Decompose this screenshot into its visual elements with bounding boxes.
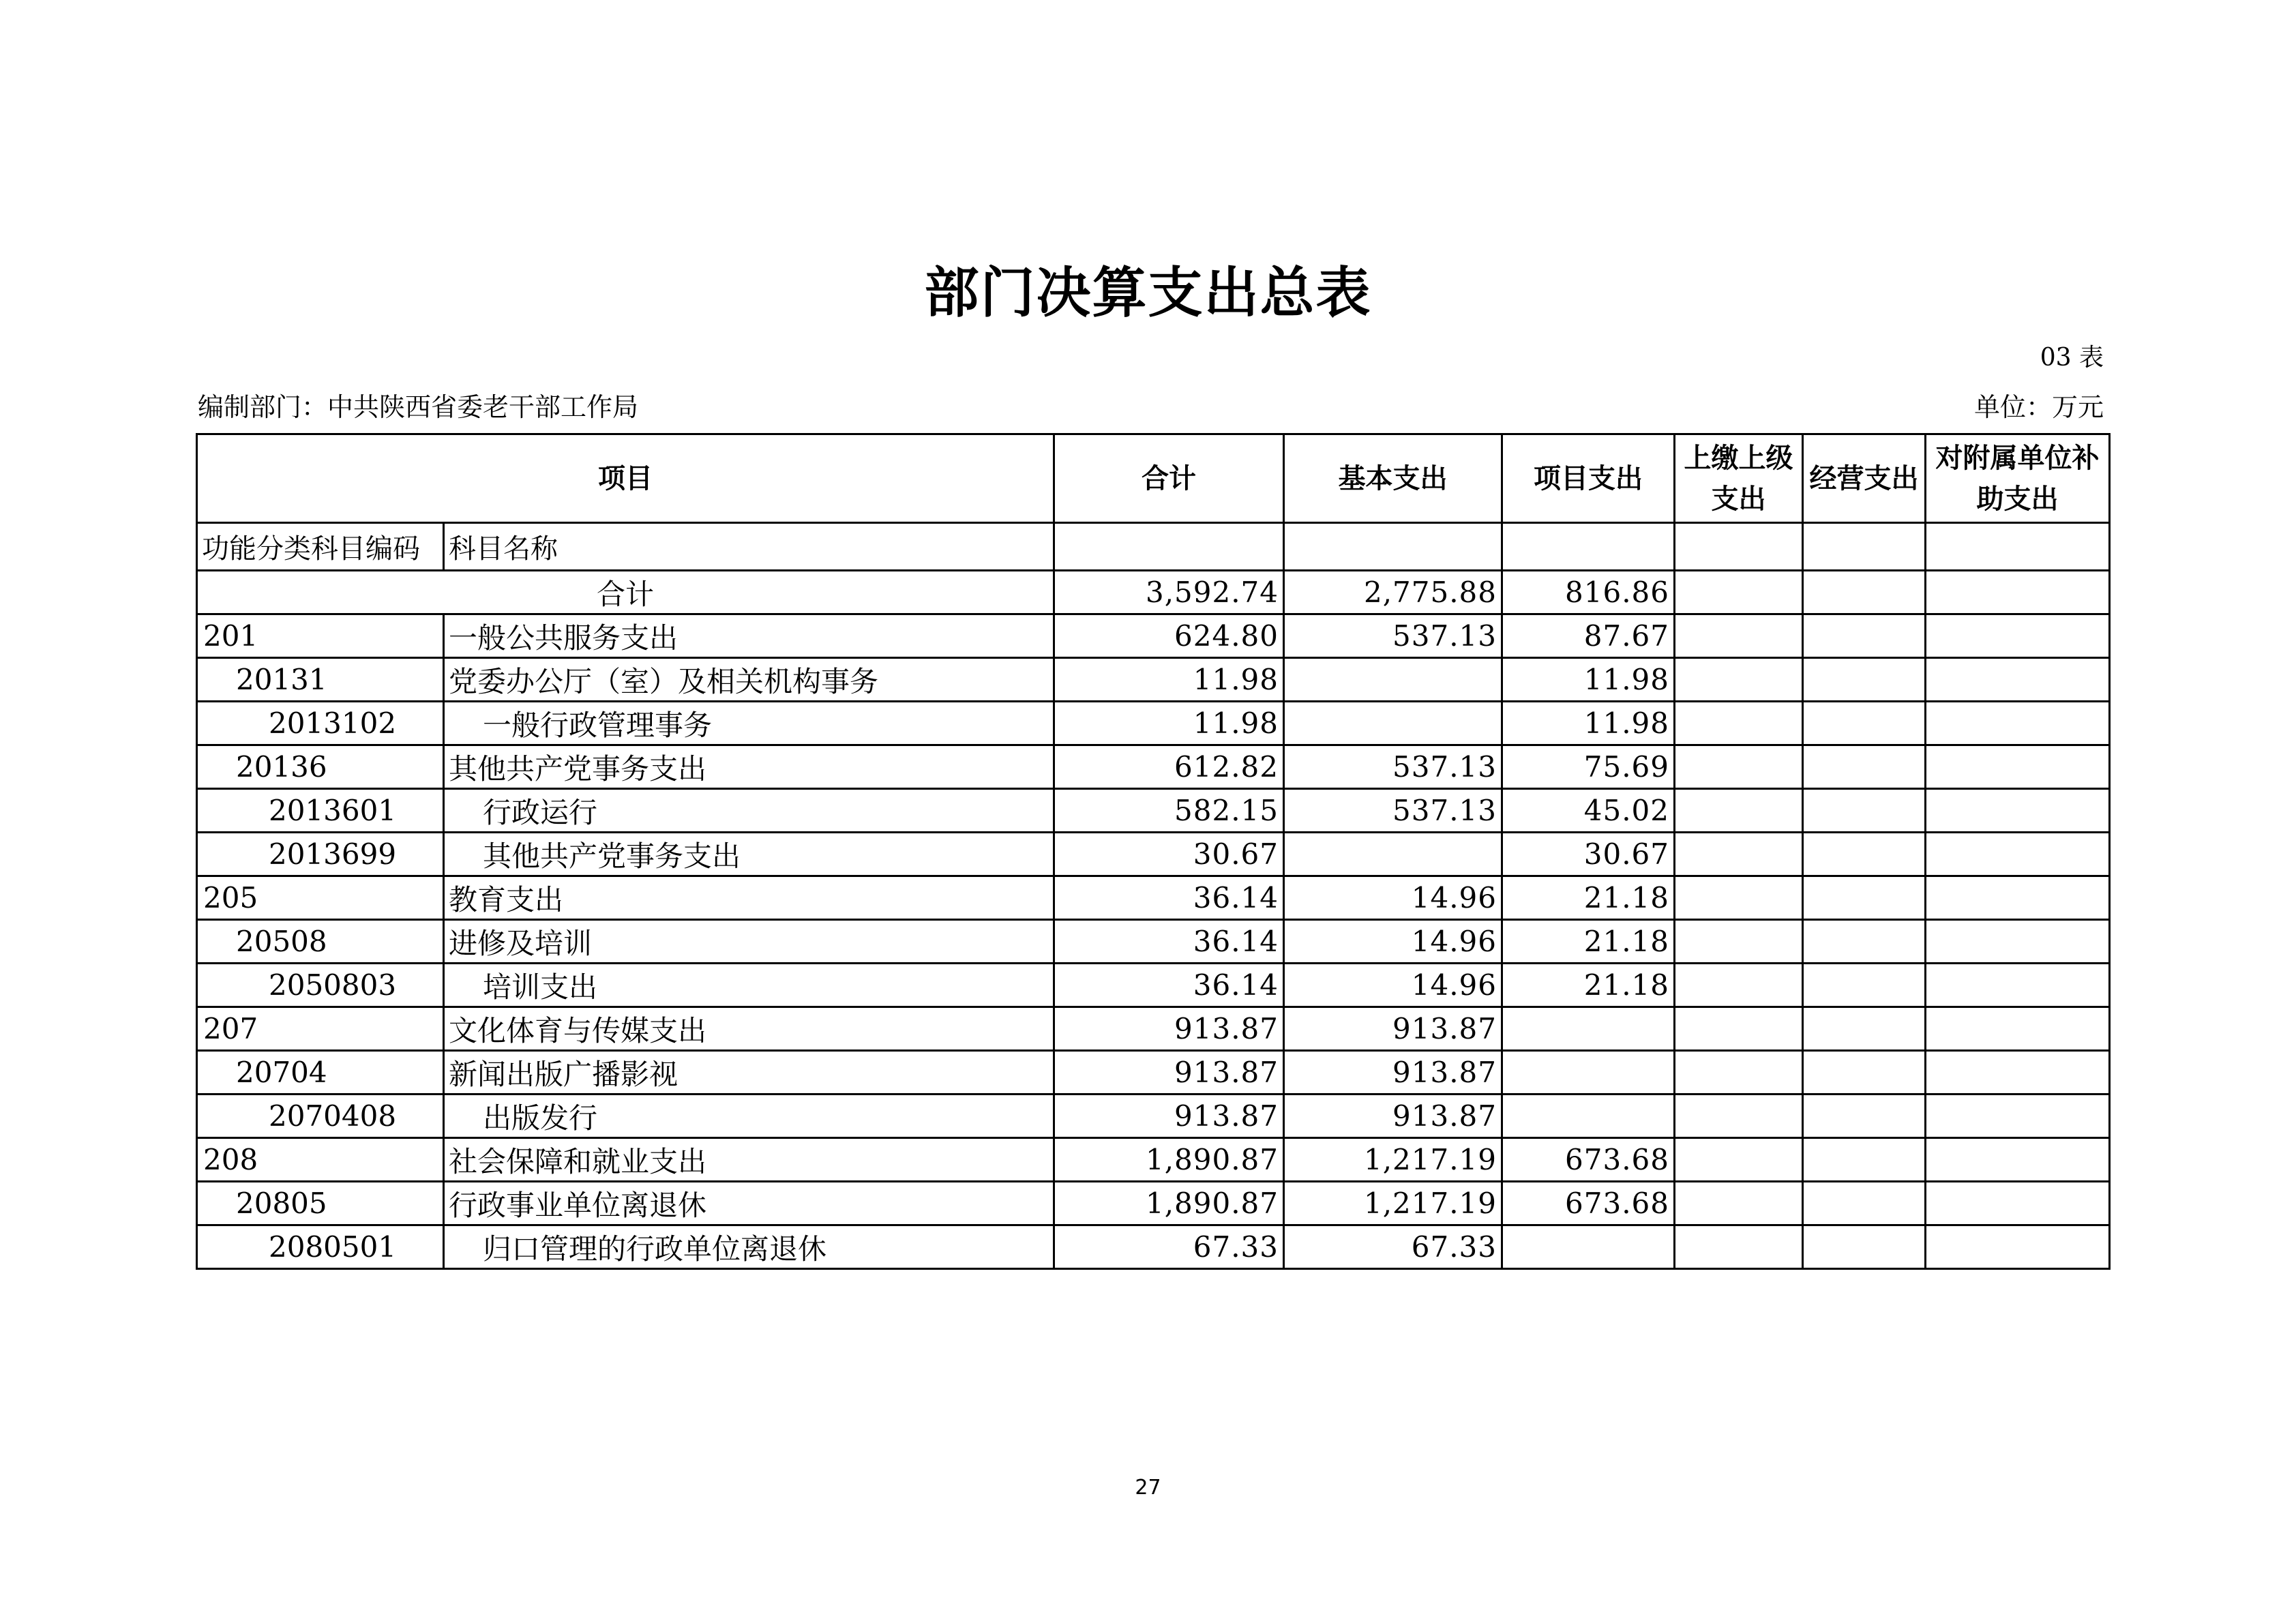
row-business [1803, 1095, 1926, 1138]
row-name: 一般行政管理事务 [444, 702, 1054, 745]
row-business [1803, 920, 1926, 964]
row-basic [1284, 702, 1502, 745]
row-total: 36.14 [1054, 876, 1284, 920]
row-total: 30.67 [1054, 833, 1284, 876]
row-total: 36.14 [1054, 920, 1284, 964]
row-name: 培训支出 [444, 964, 1054, 1007]
total-project: 816.86 [1502, 571, 1675, 614]
row-name: 出版发行 [444, 1095, 1054, 1138]
row-basic: 1,217.19 [1284, 1182, 1502, 1225]
row-name: 文化体育与传媒支出 [444, 1007, 1054, 1051]
row-basic: 67.33 [1284, 1225, 1502, 1269]
row-upper [1675, 1182, 1803, 1225]
row-basic: 913.87 [1284, 1007, 1502, 1051]
row-subsidy [1926, 920, 2110, 964]
row-total: 913.87 [1054, 1095, 1284, 1138]
row-upper [1675, 964, 1803, 1007]
unit-label: 单位：万元 [1973, 392, 2104, 422]
row-code: 2013699 [197, 833, 444, 876]
row-business [1803, 964, 1926, 1007]
table-row [197, 745, 2110, 789]
table-row [197, 1007, 2110, 1051]
row-name: 其他共产党事务支出 [444, 833, 1054, 876]
row-subsidy [1926, 789, 2110, 833]
row-subsidy [1926, 658, 2110, 702]
expenditure-table [196, 433, 2111, 1270]
total-basic: 2,775.88 [1284, 571, 1502, 614]
row-subsidy [1926, 876, 2110, 920]
row-code: 20805 [197, 1182, 444, 1225]
row-subsidy [1926, 1182, 2110, 1225]
row-basic [1284, 658, 1502, 702]
row-project [1502, 1051, 1675, 1095]
row-code: 205 [197, 876, 444, 920]
row-total: 612.82 [1054, 745, 1284, 789]
page-title: 部门决算支出总表 [924, 261, 1372, 325]
row-subsidy [1926, 745, 2110, 789]
row-subsidy [1926, 1095, 2110, 1138]
row-total: 36.14 [1054, 964, 1284, 1007]
row-upper [1675, 702, 1803, 745]
row-total: 1,890.87 [1054, 1182, 1284, 1225]
row-basic: 14.96 [1284, 964, 1502, 1007]
row-upper [1675, 789, 1803, 833]
row-project: 21.18 [1502, 964, 1675, 1007]
table-row [197, 833, 2110, 876]
row-code: 208 [197, 1138, 444, 1182]
row-upper [1675, 876, 1803, 920]
compiling-department: 编制部门：中共陕西省委老干部工作局 [198, 392, 639, 422]
total-row [197, 571, 2110, 614]
row-subsidy [1926, 1007, 2110, 1051]
row-upper [1675, 1095, 1803, 1138]
row-business [1803, 745, 1926, 789]
total-sum: 3,592.74 [1054, 571, 1284, 614]
row-business [1803, 789, 1926, 833]
row-name: 新闻出版广播影视 [444, 1051, 1054, 1095]
subheader-code: 功能分类科目编码 [197, 523, 444, 571]
table-row [197, 1225, 2110, 1269]
row-name: 其他共产党事务支出 [444, 745, 1054, 789]
row-upper [1675, 1051, 1803, 1095]
row-basic: 913.87 [1284, 1051, 1502, 1095]
row-upper [1675, 1138, 1803, 1182]
row-code: 207 [197, 1007, 444, 1051]
header-project: 项目支出 [1502, 434, 1675, 523]
table-row [197, 1095, 2110, 1138]
table-row [197, 920, 2110, 964]
row-project: 75.69 [1502, 745, 1675, 789]
row-project: 21.18 [1502, 876, 1675, 920]
row-upper [1675, 920, 1803, 964]
header-total: 合计 [1054, 434, 1284, 523]
row-project: 45.02 [1502, 789, 1675, 833]
row-subsidy [1926, 614, 2110, 658]
row-basic: 537.13 [1284, 789, 1502, 833]
row-upper [1675, 833, 1803, 876]
row-upper [1675, 1007, 1803, 1051]
row-basic: 913.87 [1284, 1095, 1502, 1138]
row-code: 20136 [197, 745, 444, 789]
header-row [197, 434, 2110, 523]
row-basic: 537.13 [1284, 745, 1502, 789]
row-total: 11.98 [1054, 702, 1284, 745]
table-row [197, 1182, 2110, 1225]
row-project: 11.98 [1502, 702, 1675, 745]
table-row [197, 1051, 2110, 1095]
header-item: 项目 [197, 434, 1054, 523]
table-number: 03 表 [2040, 344, 2104, 372]
row-project: 87.67 [1502, 614, 1675, 658]
row-upper [1675, 658, 1803, 702]
row-name: 一般公共服务支出 [444, 614, 1054, 658]
row-subsidy [1926, 964, 2110, 1007]
table-row [197, 876, 2110, 920]
table-row [197, 702, 2110, 745]
row-total: 913.87 [1054, 1051, 1284, 1095]
table-row [197, 964, 2110, 1007]
row-total: 624.80 [1054, 614, 1284, 658]
row-project: 30.67 [1502, 833, 1675, 876]
row-project: 673.68 [1502, 1182, 1675, 1225]
row-code: 20704 [197, 1051, 444, 1095]
row-code: 2013102 [197, 702, 444, 745]
row-code: 2070408 [197, 1095, 444, 1138]
subheader-name: 科目名称 [444, 523, 1054, 571]
row-total: 1,890.87 [1054, 1138, 1284, 1182]
row-basic: 14.96 [1284, 920, 1502, 964]
header-basic: 基本支出 [1284, 434, 1502, 523]
row-name: 行政运行 [444, 789, 1054, 833]
row-basic: 14.96 [1284, 876, 1502, 920]
row-project [1502, 1225, 1675, 1269]
row-business [1803, 1225, 1926, 1269]
row-code: 2050803 [197, 964, 444, 1007]
page-number: 27 [1135, 1476, 1161, 1500]
row-business [1803, 658, 1926, 702]
row-code: 20508 [197, 920, 444, 964]
row-project [1502, 1007, 1675, 1051]
row-business [1803, 702, 1926, 745]
row-upper [1675, 1225, 1803, 1269]
header-subsidy: 对附属单位补助支出 [1926, 434, 2110, 523]
row-name: 党委办公厅（室）及相关机构事务 [444, 658, 1054, 702]
row-project: 673.68 [1502, 1138, 1675, 1182]
header-upper: 上缴上级支出 [1675, 434, 1803, 523]
row-total: 582.15 [1054, 789, 1284, 833]
row-business [1803, 614, 1926, 658]
row-basic: 537.13 [1284, 614, 1502, 658]
row-subsidy [1926, 1225, 2110, 1269]
row-code: 2013601 [197, 789, 444, 833]
subheader-row [197, 523, 2110, 571]
row-subsidy [1926, 1051, 2110, 1095]
row-code: 2080501 [197, 1225, 444, 1269]
row-total: 913.87 [1054, 1007, 1284, 1051]
table-row [197, 789, 2110, 833]
row-upper [1675, 745, 1803, 789]
row-basic: 1,217.19 [1284, 1138, 1502, 1182]
row-total: 67.33 [1054, 1225, 1284, 1269]
row-code: 20131 [197, 658, 444, 702]
table-row [197, 658, 2110, 702]
row-upper [1675, 614, 1803, 658]
row-business [1803, 833, 1926, 876]
table-row [197, 1138, 2110, 1182]
row-name: 教育支出 [444, 876, 1054, 920]
row-subsidy [1926, 702, 2110, 745]
row-subsidy [1926, 833, 2110, 876]
row-business [1803, 1182, 1926, 1225]
row-code: 201 [197, 614, 444, 658]
row-business [1803, 1007, 1926, 1051]
row-project [1502, 1095, 1675, 1138]
row-business [1803, 876, 1926, 920]
row-business [1803, 1138, 1926, 1182]
row-name: 社会保障和就业支出 [444, 1138, 1054, 1182]
row-business [1803, 1051, 1926, 1095]
row-total: 11.98 [1054, 658, 1284, 702]
row-project: 21.18 [1502, 920, 1675, 964]
row-name: 归口管理的行政单位离退休 [444, 1225, 1054, 1269]
row-name: 进修及培训 [444, 920, 1054, 964]
row-name: 行政事业单位离退休 [444, 1182, 1054, 1225]
row-basic [1284, 833, 1502, 876]
header-business: 经营支出 [1803, 434, 1926, 523]
row-subsidy [1926, 1138, 2110, 1182]
total-label: 合计 [197, 571, 1054, 614]
row-project: 11.98 [1502, 658, 1675, 702]
table-row [197, 614, 2110, 658]
